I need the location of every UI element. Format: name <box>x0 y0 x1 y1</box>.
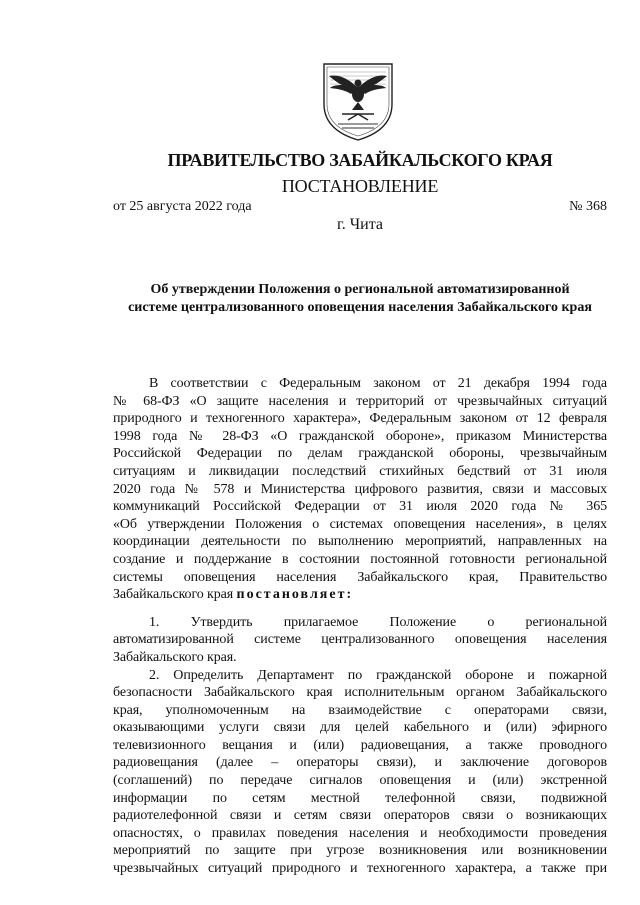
government-title: ПРАВИТЕЛЬСТВО ЗАБАЙКАЛЬСКОГО КРАЯ <box>167 150 553 170</box>
text-line: чрезвычайных ситуаций природного и техногенного характера, а также при <box>113 861 607 877</box>
text-line: (соглашений) по передаче сигналов оповещения и (или) экстренной <box>113 773 607 789</box>
text-line: мероприятий по защите при угрозе возникновения или возникновении <box>113 843 607 859</box>
resolves-word: постановляет: <box>236 587 354 603</box>
item-2-paragraph <box>113 667 607 878</box>
item-1-paragraph <box>113 614 607 667</box>
text-line: оказывающими услуги связи для целей кабельного и (или) эфирного <box>113 720 607 736</box>
document-type: ПОСТАНОВЛЕНИЕ <box>281 176 439 196</box>
document-city: г. Чита <box>336 216 383 233</box>
text-line: 1998 года № 28-ФЗ «О гражданской обороне», приказом Министерства <box>113 428 607 444</box>
text-line: системы оповещения населения Забайкальского края, Правительство <box>113 569 607 585</box>
text-line: коммуникаций Российской Федерации от 31 июля 2020 года № 365 <box>113 499 607 515</box>
text-line: края, уполномоченным на взаимодействие с операторами связи, <box>113 702 607 718</box>
text-line: телевизионного вещания и (или) радиовещания, а также проводного <box>113 737 607 753</box>
text-line: ситуациям и ликвидации последствий стихийных бедствий от 31 июля <box>113 463 607 479</box>
text-line: Забайкальского края. <box>113 649 237 665</box>
document-number: № 368 <box>569 199 607 214</box>
text-line: № 68-ФЗ «О защите населения и территорий от чрезвычайных ситуаций <box>113 393 607 409</box>
text-line: 1. Утвердить прилагаемое Положение о региональной <box>149 614 607 630</box>
text-line: создание и поддержание в состоянии постоянной готовности региональной <box>113 551 607 567</box>
text-line: радиовещания (далее – операторы связи), и заключение договоров <box>113 755 607 771</box>
preamble-paragraph <box>113 375 607 604</box>
preamble-tail: Забайкальского края <box>113 587 237 603</box>
text-line: координации деятельности по выполнению мероприятий, направленных на <box>113 534 607 550</box>
document-subject <box>113 281 607 317</box>
text-line: информации по сетям местной телефонной связи, подвижной <box>113 790 607 806</box>
coat-of-arms-emblem <box>318 58 398 142</box>
text-line: безопасности Забайкальского края исполнительным органом Забайкальского <box>113 685 607 701</box>
text-line: «Об утверждении Положения о системах оповещения населения», в целях <box>113 516 607 532</box>
subject-line: системе централизованного оповещения населения Забайкальского края <box>128 300 592 315</box>
text-line <box>113 586 607 604</box>
document-date: от 25 августа 2022 года <box>113 199 252 214</box>
subject-line: Об утверждении Положения о региональной автоматизированной <box>150 282 570 297</box>
text-line: природного и техногенного характера», Федеральным законом от 12 февраля <box>113 411 607 427</box>
text-line: 2020 года № 578 и Министерства цифрового развития, связи и массовых <box>113 481 607 497</box>
text-line: автоматизированной системе централизованного оповещения населения <box>113 632 607 648</box>
document-body <box>113 375 607 878</box>
text-line: Российской Федерации по делам гражданской обороны, чрезвычайным <box>113 446 607 462</box>
text-line: радиотелефонной связи и сетям связи операторов связи о возникающих <box>113 808 607 824</box>
text-line: 2. Определить Департамент по гражданской обороне и пожарной <box>149 667 607 683</box>
text-line: В соответствии с Федеральным законом от 21 декабря 1994 года <box>149 376 607 391</box>
text-line: опасностях, о правилах поведения населения и необходимости проведения <box>113 825 607 841</box>
